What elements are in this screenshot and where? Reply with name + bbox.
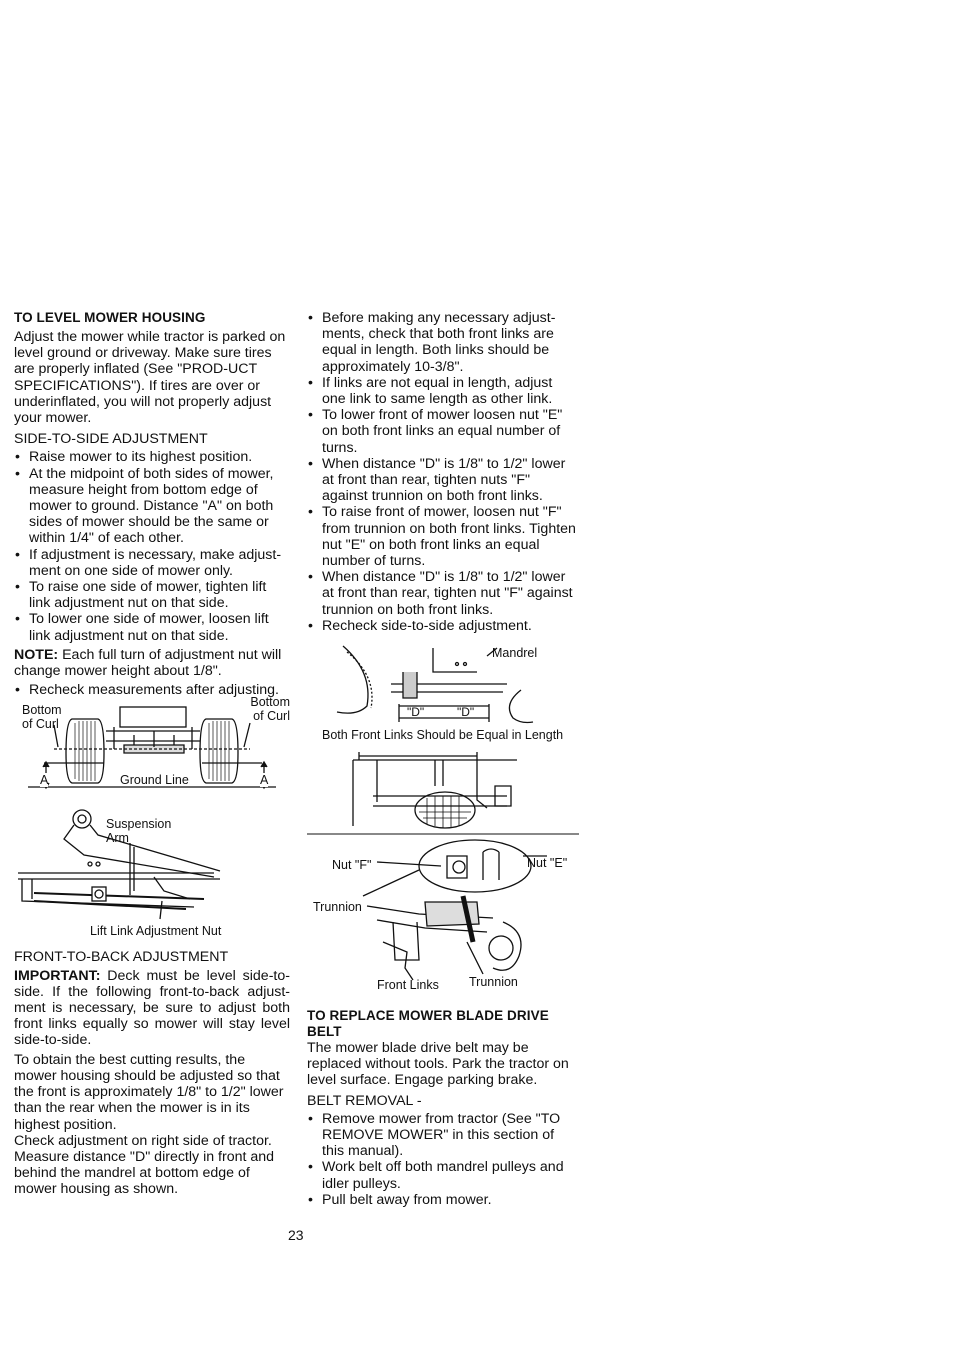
list-item: • To lower one side of mower, loosen lift link adjustment nut on that side. xyxy=(14,611,290,643)
list-item: • Recheck measurements after adjusting. xyxy=(14,682,290,698)
note-text: Each full turn of adjustment nut will change mower height about 1/8". xyxy=(14,646,282,680)
front-links-illustration xyxy=(307,746,579,1000)
bottom-of-curl-left-label: Bottom of Curl xyxy=(22,703,62,732)
check-paragraph: Check adjustment on right side of tractor. Measure distance "D" directly in front and behind the mandrel at bottom edge of mower housing as shown. xyxy=(14,1132,275,1198)
belt-removal-heading: BELT REMOVAL - xyxy=(307,1092,422,1109)
mandrel-illustration xyxy=(307,642,579,742)
list-item: • Remove mower from tractor (See "TO REMOVE MOWER" in this section of this manual). xyxy=(307,1111,579,1160)
nut-e-label: Nut "E" xyxy=(527,856,568,871)
list-item: • If adjustment is necessary, make adjust-ment on one side of mower only. xyxy=(14,547,290,579)
belt-removal-list xyxy=(307,1111,579,1208)
right-column xyxy=(307,310,579,1208)
mandrel-label: Mandrel xyxy=(492,646,538,661)
side-to-side-figure xyxy=(14,695,290,801)
important-text: Deck must be level side-to-side. If the following front-to-back adjust-ment is necessary, be sure to adjust both front links equally so mower will stay level side-to-side. xyxy=(14,967,290,1049)
list-item: • To raise front of mower, loosen nut "F" from trunnion on both front links. Tighten nut "E" on both front links an equal number of turns. xyxy=(307,504,579,569)
list-item: • If links are not equal in length, adjust one link to same length as other link. xyxy=(307,375,579,407)
level-intro: Adjust the mower while tractor is parked on level ground or driveway. Make sure tires are properly inflated (See "PROD-UCT SPECIFICATIONS"). If tires are over or underinflated, you will not properly adjust your mower. xyxy=(14,329,286,427)
trunnion-top-label: Trunnion xyxy=(313,900,362,915)
list-item: • At the midpoint of both sides of mower, measure height from bottom edge of mower to ground. Distance "A" on both sides of mower should be the same or within 1/4" of each other. xyxy=(14,466,290,547)
lift-link-nut-label: Lift Link Adjustment Nut xyxy=(90,924,222,939)
list-item: • When distance "D" is 1/8" to 1/2" lower at front than rear, tighten nut "F" against trunnion on both front links. xyxy=(307,569,579,618)
level-mower-heading: TO LEVEL MOWER HOUSING xyxy=(14,310,206,325)
note-label: NOTE: xyxy=(14,646,59,663)
replace-belt-heading: TO REPLACE MOWER BLADE DRIVE BELT xyxy=(307,1008,549,1040)
left-column xyxy=(14,310,290,1198)
front-links-figure xyxy=(307,746,579,1000)
side-to-side-list xyxy=(14,449,290,643)
distance-d-right-label: "D" xyxy=(457,705,475,720)
equal-length-caption: Both Front Links Should be Equal in Length xyxy=(322,728,564,743)
list-item: • Recheck side-to-side adjustment. xyxy=(307,618,579,634)
list-item: • To lower front of mower loosen nut "E" on both front links an equal number of turns. xyxy=(307,407,579,456)
nut-f-label: Nut "F" xyxy=(332,858,372,873)
distance-a-left-label: A xyxy=(40,773,49,788)
distance-a-right-label: A xyxy=(260,773,269,788)
list-item: • Work belt off both mandrel pulleys and idler pulleys. xyxy=(307,1159,579,1191)
list-item: • When distance "D" is 1/8" to 1/2" lower at front than rear, tighten nuts "F" against trunnion on both front links. xyxy=(307,456,579,505)
distance-d-left-label: "D" xyxy=(407,705,425,720)
ground-line-label: Ground Line xyxy=(120,773,189,788)
important-paragraph xyxy=(14,968,290,1049)
front-link-list xyxy=(307,310,579,634)
important-label: IMPORTANT: xyxy=(14,967,101,984)
list-item: • Before making any necessary adjust-ments, check that both front links are equal in length. Both links should be approximately 10-3/8". xyxy=(307,310,579,375)
list-item: • Pull belt away from mower. xyxy=(307,1192,579,1208)
page-number: 23 xyxy=(288,1227,304,1243)
suspension-arm-figure xyxy=(14,807,290,943)
note-paragraph xyxy=(14,647,290,679)
suspension-arm-label: Suspension Arm xyxy=(106,817,172,846)
bottom-of-curl-right-label: Bottom of Curl xyxy=(250,695,290,724)
list-item: • Raise mower to its highest position. xyxy=(14,449,290,465)
side-to-side-heading: SIDE-TO-SIDE ADJUSTMENT xyxy=(14,431,208,448)
replace-intro: The mower blade drive belt may be replaced without tools. Park the tractor on level surface. Engage parking brake. xyxy=(307,1040,569,1089)
front-to-back-heading: FRONT-TO-BACK ADJUSTMENT xyxy=(14,949,229,966)
front-links-label: Front Links xyxy=(377,978,439,993)
mandrel-figure xyxy=(307,642,579,742)
trunnion-bottom-label: Trunnion xyxy=(469,975,518,990)
list-item: • To raise one side of mower, tighten lift link adjustment nut on that side. xyxy=(14,579,290,611)
obtain-paragraph: To obtain the best cutting results, the mower housing should be adjusted so that the front is approximately 1/8" to 1/2" lower than the rear when the mower is in its highest position. xyxy=(14,1051,284,1133)
